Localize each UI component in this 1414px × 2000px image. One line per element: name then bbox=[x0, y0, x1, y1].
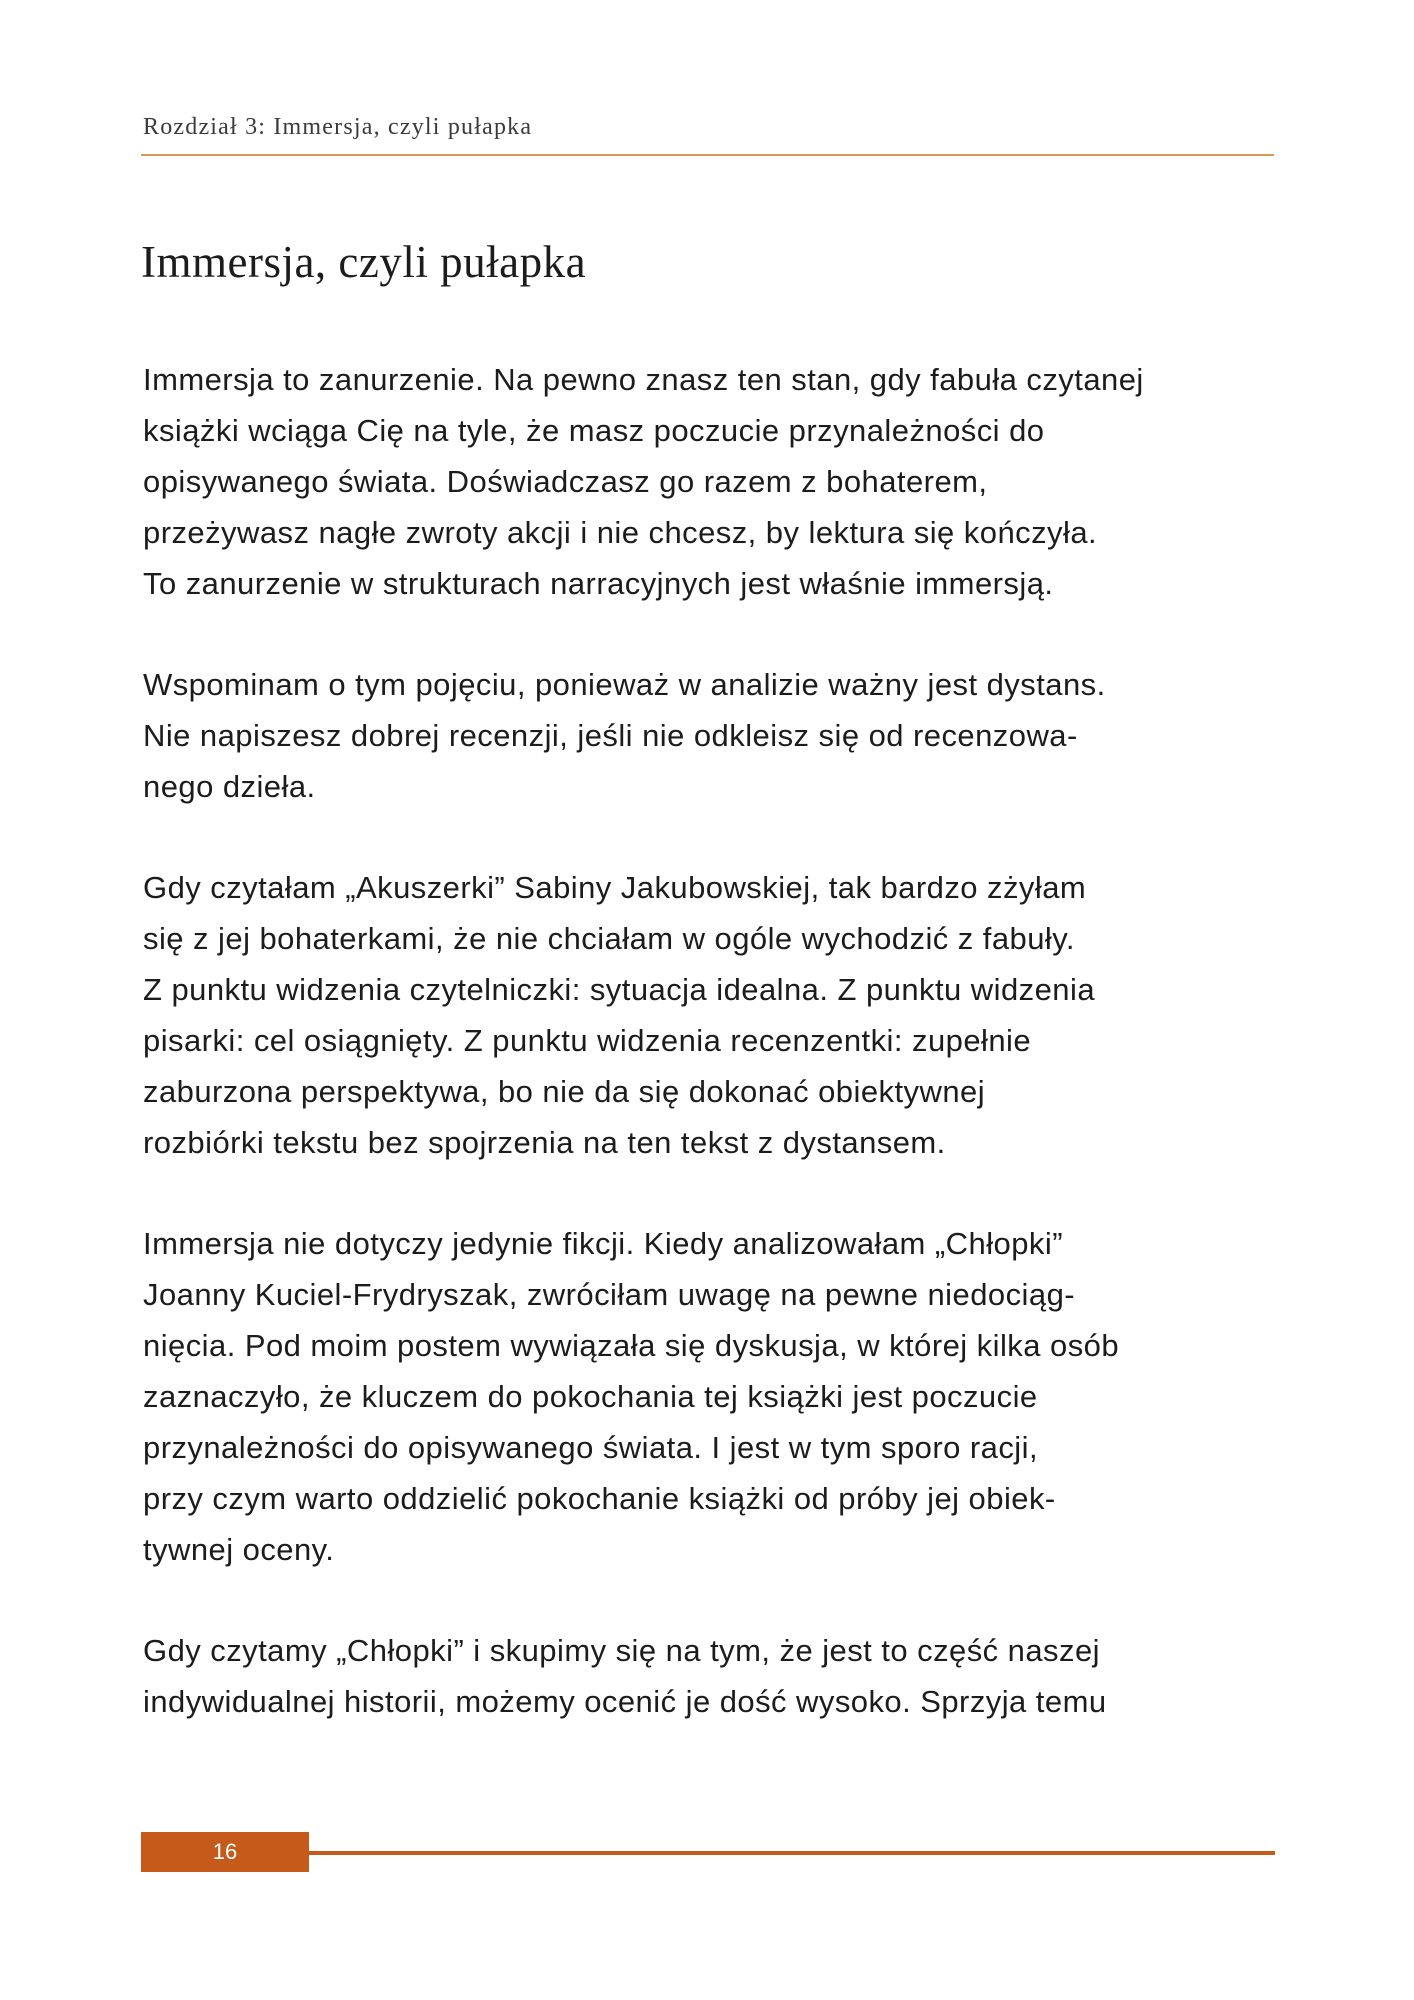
text-line: Joanny Kuciel-Frydryszak, zwróciłam uwagę na pewne niedociąg- bbox=[143, 1277, 1076, 1312]
paragraph-5 bbox=[143, 1625, 1303, 1727]
text-line: indywidualnej historii, możemy ocenić je dość wysoko. Sprzyja temu bbox=[143, 1684, 1107, 1719]
text-line: Immersja nie dotyczy jedynie fikcji. Kiedy analizowałam „Chłopki” bbox=[143, 1226, 1063, 1261]
text-line: przeżywasz nagłe zwroty akcji i nie chcesz, by lektura się kończyła. bbox=[143, 515, 1098, 550]
paragraph-1 bbox=[143, 354, 1303, 609]
text-line: opisywanego świata. Doświadczasz go razem z bohaterem, bbox=[143, 464, 988, 499]
text-line: Gdy czytałam „Akuszerki” Sabiny Jakubowskiej, tak bardzo zżyłam bbox=[143, 870, 1087, 905]
running-header: Rozdział 3: Immersja, czyli pułapka bbox=[143, 114, 533, 140]
text-line: Z punktu widzenia czytelniczki: sytuacja idealna. Z punktu widzenia bbox=[143, 972, 1096, 1007]
text-line: przy czym warto oddzielić pokochanie książki od próby jej obiek- bbox=[143, 1481, 1056, 1516]
paragraph-4 bbox=[143, 1218, 1303, 1575]
page-title: Immersja, czyli pułapka bbox=[141, 237, 587, 287]
text-line: Nie napiszesz dobrej recenzji, jeśli nie odkleisz się od recenzowa- bbox=[143, 718, 1078, 753]
footer-divider bbox=[309, 1851, 1275, 1855]
text-line: tywnej oceny. bbox=[143, 1532, 335, 1567]
page-number-badge bbox=[141, 1832, 309, 1872]
text-line: Wspominam o tym pojęciu, ponieważ w analizie ważny jest dystans. bbox=[143, 667, 1106, 702]
text-line: zaburzona perspektywa, bo nie da się dokonać obiektywnej bbox=[143, 1074, 986, 1109]
text-line: Immersja to zanurzenie. Na pewno znasz ten stan, gdy fabuła czytanej bbox=[143, 362, 1144, 397]
text-line: rozbiórki tekstu bez spojrzenia na ten tekst z dystansem. bbox=[143, 1125, 946, 1160]
text-line: książki wciąga Cię na tyle, że masz poczucie przynależności do bbox=[143, 413, 1045, 448]
page-number: 16 bbox=[212, 1839, 238, 1864]
text-line: Gdy czytamy „Chłopki” i skupimy się na tym, że jest to część naszej bbox=[143, 1633, 1100, 1668]
text-line: nięcia. Pod moim postem wywiązała się dyskusja, w której kilka osób bbox=[143, 1328, 1120, 1363]
text-line: pisarki: cel osiągnięty. Z punktu widzenia recenzentki: zupełnie bbox=[143, 1023, 1032, 1058]
text-line: przynależności do opisywanego świata. I jest w tym sporo racji, bbox=[143, 1430, 1039, 1465]
paragraph-3 bbox=[143, 862, 1303, 1168]
header-divider bbox=[141, 154, 1274, 156]
paragraph-2 bbox=[143, 659, 1303, 812]
text-line: się z jej bohaterkami, że nie chciałam w ogóle wychodzić z fabuły. bbox=[143, 921, 1075, 956]
text-line: To zanurzenie w strukturach narracyjnych jest właśnie immersją. bbox=[143, 566, 1054, 601]
body-text bbox=[143, 354, 1303, 1777]
text-line: nego dzieła. bbox=[143, 769, 316, 804]
text-line: zaznaczyło, że kluczem do pokochania tej książki jest poczucie bbox=[143, 1379, 1038, 1414]
